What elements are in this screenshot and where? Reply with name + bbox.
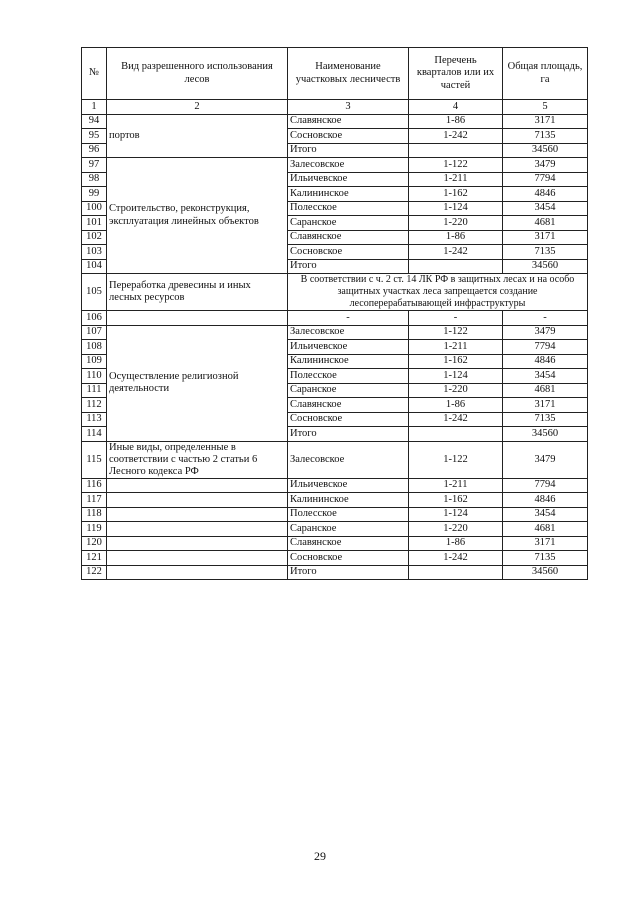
area-cell: - <box>503 311 588 326</box>
area-cell: 3479 <box>503 325 588 340</box>
forestry-name: Сосновское <box>288 245 409 260</box>
forestry-name: Полесское <box>288 507 409 522</box>
forestry-name: Сосновское <box>288 129 409 144</box>
row-number: 122 <box>82 565 107 580</box>
header-forestry: Наименование участковых лесничеств <box>288 48 409 100</box>
table-row <box>82 114 588 129</box>
forestry-name: Калининское <box>288 493 409 508</box>
area-cell: 34560 <box>503 427 588 442</box>
quarters-cell: - <box>409 311 503 326</box>
area-cell: 7135 <box>503 551 588 566</box>
index-cell: 3 <box>288 100 409 115</box>
column-index-row <box>82 100 588 115</box>
row-number: 102 <box>82 230 107 245</box>
row-number: 96 <box>82 143 107 158</box>
forestry-name: Ильичевское <box>288 172 409 187</box>
table-row <box>82 274 588 311</box>
forestry-name: Славянское <box>288 230 409 245</box>
forestry-name: Итого <box>288 259 409 274</box>
row-number: 112 <box>82 398 107 413</box>
area-cell: 7794 <box>503 340 588 355</box>
forestry-name: Ильичевское <box>288 478 409 493</box>
area-cell: 3171 <box>503 398 588 413</box>
index-cell: 5 <box>503 100 588 115</box>
table-row <box>82 507 588 522</box>
forestry-name: Залесовское <box>288 325 409 340</box>
forestry-name: Калининское <box>288 187 409 202</box>
use-type-cell: Переработка древесины и иных лесных ресурсов <box>107 274 288 311</box>
row-number: 101 <box>82 216 107 231</box>
quarters-cell: 1-124 <box>409 369 503 384</box>
quarters-cell: 1-242 <box>409 412 503 427</box>
area-cell: 4846 <box>503 187 588 202</box>
area-cell: 3454 <box>503 507 588 522</box>
row-number: 114 <box>82 427 107 442</box>
table-row <box>82 522 588 537</box>
row-number: 118 <box>82 507 107 522</box>
use-type-cell <box>107 565 288 580</box>
header-quarters: Перечень кварталов или их частей <box>409 48 503 100</box>
forestry-name: Саранское <box>288 383 409 398</box>
forestry-name: Сосновское <box>288 412 409 427</box>
forestry-name: Итого <box>288 143 409 158</box>
quarters-cell: 1-122 <box>409 325 503 340</box>
use-type-cell: Осуществление религиозной деятельности <box>107 325 288 441</box>
row-number: 109 <box>82 354 107 369</box>
quarters-cell: 1-122 <box>409 441 503 478</box>
area-cell: 7135 <box>503 245 588 260</box>
use-type-cell: портов <box>107 114 288 158</box>
index-cell: 4 <box>409 100 503 115</box>
quarters-cell: 1-211 <box>409 172 503 187</box>
row-number: 103 <box>82 245 107 260</box>
forestry-name: Славянское <box>288 536 409 551</box>
forestry-name: Итого <box>288 427 409 442</box>
quarters-cell: 1-86 <box>409 230 503 245</box>
area-cell: 3171 <box>503 230 588 245</box>
quarters-cell <box>409 427 503 442</box>
quarters-cell: 1-122 <box>409 158 503 173</box>
area-cell: 3454 <box>503 369 588 384</box>
row-number: 99 <box>82 187 107 202</box>
use-type-cell <box>107 536 288 551</box>
table-row <box>82 441 588 478</box>
table-row <box>82 565 588 580</box>
row-number: 95 <box>82 129 107 144</box>
quarters-cell: 1-242 <box>409 129 503 144</box>
row-number: 100 <box>82 201 107 216</box>
use-type-cell: Иные виды, определенные в соответствии с частью 2 статьи 6 Лесного кодекса РФ <box>107 441 288 478</box>
row-number: 106 <box>82 311 107 326</box>
area-cell: 3454 <box>503 201 588 216</box>
quarters-cell: 1-162 <box>409 493 503 508</box>
row-number: 97 <box>82 158 107 173</box>
index-cell: 1 <box>82 100 107 115</box>
area-cell: 3171 <box>503 114 588 129</box>
forestry-name: Славянское <box>288 114 409 129</box>
page-number: 29 <box>314 849 326 863</box>
row-number: 110 <box>82 369 107 384</box>
quarters-cell: 1-220 <box>409 216 503 231</box>
row-number: 119 <box>82 522 107 537</box>
quarters-cell: 1-162 <box>409 354 503 369</box>
restriction-note: В соответствии с ч. 2 ст. 14 ЛК РФ в защитных лесах и на особо защитных участках леса запрещается создание лесоперерабатывающей инфраструктуры <box>288 274 588 311</box>
quarters-cell: 1-242 <box>409 551 503 566</box>
forestry-name: Залесовское <box>288 441 409 478</box>
area-cell: 34560 <box>503 259 588 274</box>
row-number: 107 <box>82 325 107 340</box>
row-number: 116 <box>82 478 107 493</box>
use-type-cell <box>107 478 288 493</box>
table-row <box>82 325 588 340</box>
forestry-name: Славянское <box>288 398 409 413</box>
forestry-name: Полесское <box>288 201 409 216</box>
quarters-cell: 1-220 <box>409 383 503 398</box>
row-number: 108 <box>82 340 107 355</box>
use-type-cell <box>107 493 288 508</box>
table-row <box>82 551 588 566</box>
header-area: Общая площадь, га <box>503 48 588 100</box>
row-number: 117 <box>82 493 107 508</box>
forestry-name: Саранское <box>288 522 409 537</box>
quarters-cell: 1-162 <box>409 187 503 202</box>
row-number: 104 <box>82 259 107 274</box>
area-cell: 34560 <box>503 565 588 580</box>
area-cell: 3171 <box>503 536 588 551</box>
quarters-cell: 1-86 <box>409 536 503 551</box>
use-type-cell: Строительство, реконструкция, эксплуатация линейных объектов <box>107 158 288 274</box>
quarters-cell: 1-242 <box>409 245 503 260</box>
table-row <box>82 493 588 508</box>
quarters-cell <box>409 259 503 274</box>
use-type-cell <box>107 522 288 537</box>
quarters-cell: 1-86 <box>409 114 503 129</box>
forestry-name: - <box>288 311 409 326</box>
area-cell: 4681 <box>503 383 588 398</box>
row-number: 94 <box>82 114 107 129</box>
area-cell: 3479 <box>503 158 588 173</box>
use-type-cell <box>107 311 288 326</box>
header-use-type: Вид разрешенного использования лесов <box>107 48 288 100</box>
area-cell: 3479 <box>503 441 588 478</box>
forestry-name: Саранское <box>288 216 409 231</box>
table-row <box>82 536 588 551</box>
quarters-cell: 1-220 <box>409 522 503 537</box>
row-number: 111 <box>82 383 107 398</box>
area-cell: 34560 <box>503 143 588 158</box>
area-cell: 7794 <box>503 172 588 187</box>
quarters-cell: 1-86 <box>409 398 503 413</box>
forestry-name: Итого <box>288 565 409 580</box>
index-cell: 2 <box>107 100 288 115</box>
quarters-cell <box>409 143 503 158</box>
forestry-name: Ильичевское <box>288 340 409 355</box>
area-cell: 7794 <box>503 478 588 493</box>
forestry-name: Калининское <box>288 354 409 369</box>
area-cell: 4846 <box>503 354 588 369</box>
table-row <box>82 311 588 326</box>
quarters-cell: 1-124 <box>409 507 503 522</box>
table-row <box>82 158 588 173</box>
use-type-cell <box>107 551 288 566</box>
quarters-cell: 1-211 <box>409 478 503 493</box>
quarters-cell: 1-124 <box>409 201 503 216</box>
area-cell: 4846 <box>503 493 588 508</box>
row-number: 98 <box>82 172 107 187</box>
row-number: 120 <box>82 536 107 551</box>
quarters-cell: 1-211 <box>409 340 503 355</box>
row-number: 105 <box>82 274 107 311</box>
row-number: 115 <box>82 441 107 478</box>
forestry-name: Сосновское <box>288 551 409 566</box>
forest-use-table <box>81 47 588 580</box>
header-num: № <box>82 48 107 100</box>
forestry-name: Полесское <box>288 369 409 384</box>
row-number: 121 <box>82 551 107 566</box>
quarters-cell <box>409 565 503 580</box>
area-cell: 4681 <box>503 522 588 537</box>
area-cell: 4681 <box>503 216 588 231</box>
area-cell: 7135 <box>503 129 588 144</box>
row-number: 113 <box>82 412 107 427</box>
forestry-name: Залесовское <box>288 158 409 173</box>
area-cell: 7135 <box>503 412 588 427</box>
table-row <box>82 478 588 493</box>
header-row <box>82 48 588 100</box>
use-type-cell <box>107 507 288 522</box>
